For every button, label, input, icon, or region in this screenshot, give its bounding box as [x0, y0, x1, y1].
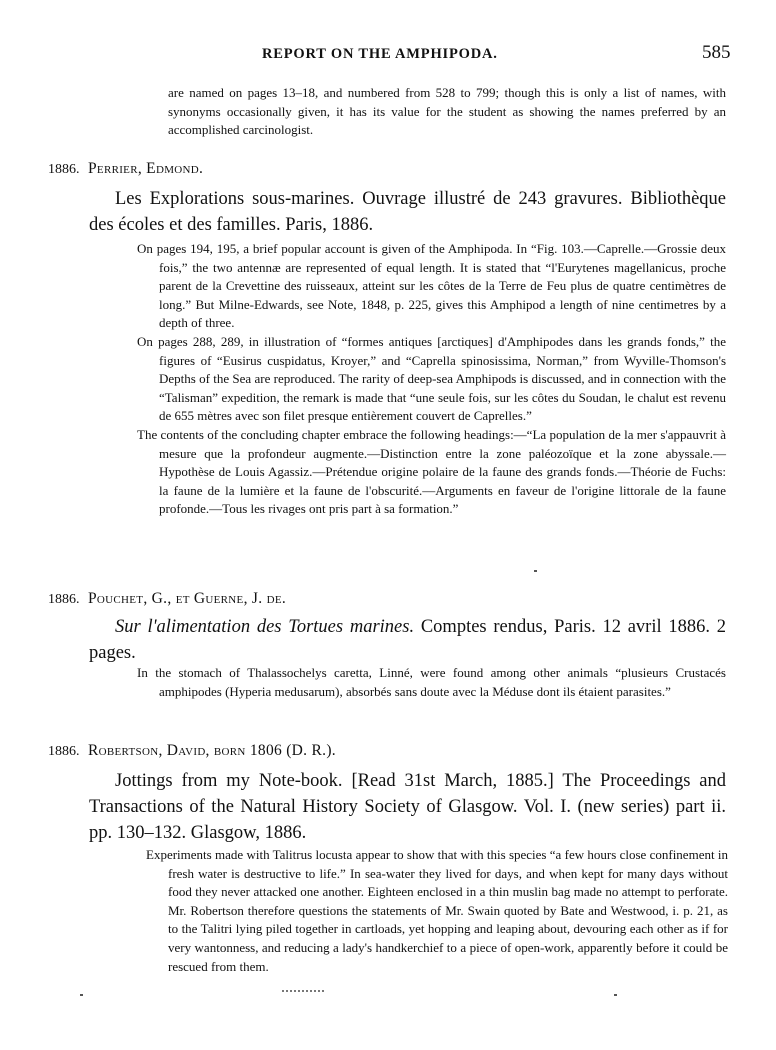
entry-title-text: Jottings from my Note-book. [Read 31st March, 1885.] The Proceedings and Transactions of the Natural History Society of Glasgow. Vol. I. (new series) part ii. pp. 130–132. Glasgow, 1886. — [89, 771, 726, 843]
print-speck — [614, 994, 617, 996]
entry-heading-perrier — [48, 160, 203, 178]
intro-paragraph — [168, 84, 726, 140]
entry-author: Perrier, Edmond. — [88, 160, 204, 177]
page-number: 585 — [702, 42, 731, 63]
entry-notes-robertson — [146, 846, 728, 976]
note-paragraph: On pages 194, 195, a brief popular account is given of the Amphipoda. In “Fig. 103.—Caprelle.—Grossie deux fois,” the two antennæ are represented of equal length. It is stated that “l'Eurytenes magellanicus, proche parent de la Crevettine des ruisseaux, atteint sur les côtes de la Terre de Feu plus de quatre centimètres de long.” But Milne-Edwards, see Note, 1848, p. 225, gives this Amphipod a length of nine centimetres by a depth of three. — [137, 241, 726, 331]
print-speck — [80, 994, 83, 996]
running-title: REPORT ON THE AMPHIPODA. — [262, 46, 498, 62]
note-paragraph: In the stomach of Thalassochelys caretta, Linné, were found among other animals “plusieurs Crustacés amphipodes (Hyperia medusarum), absorbés sans doute avec la Méduse dont ils étaient parasites.” — [137, 665, 726, 699]
entry-author: Pouchet, G., et Guerne, J. de. — [88, 590, 287, 607]
entry-title-italic: Sur l'alimentation des Tortues marines. — [115, 617, 415, 637]
entry-author: Robertson, David, born 1806 (D. R.). — [88, 742, 336, 759]
entry-title-text: Les Explorations sous-marines. Ouvrage illustré de 243 gravures. Bibliothèque des écoles et des familles. Paris, 1886. — [89, 189, 726, 235]
running-head — [0, 42, 776, 68]
entry-heading-robertson — [48, 742, 336, 760]
entry-title-robertson — [89, 768, 726, 846]
note-paragraph: On pages 288, 289, in illustration of “formes antiques [arctiques] d'Amphipodes dans les grands fonds,” the figures of “Eusirus cuspidatus, Kroyer,” and “Caprella spinosissima, Norman,” from Wyville-Thomson's Depths of the Sea are reproduced. The rarity of deep-sea Amphipods is discussed, and in connection with the “Talisman” expedition, the remark is made that “une seule fois, sur les côtes du Soudan, le chalut est revenu de 655 mètres avec son filet presque entièrement couvert de Caprelles.” — [137, 333, 726, 424]
note-paragraph: Experiments made with Talitrus locusta appear to show that with this species “a few hours close confinement in fresh water is destructive to life.” In sea-water they lived for days, and when kept for many days without food they never attacked one another. Eighteen enclosed in a thin muslin bag made no attempt to perforate. Mr. Robertson therefore questions the statements of Mr. Swain quoted by Bate and Westwood, i. p. 21, as to the Talitri lying piled together in cartloads, yet hopping and leaping about, devouring each other as if for very wantonness, and reducing a lady's handkerchief to a piece of open-work, apparently before it could be rescued from them. — [146, 847, 728, 974]
entry-heading-pouchet — [48, 590, 286, 608]
print-speck — [534, 570, 537, 572]
note-paragraph: The contents of the concluding chapter embrace the following headings:—“La population de la mer s'appauvrit à mesure que la profondeur augmente.—Distinction entre la zone paléozoïque et la zone abyssale.—Hypothèse de Louis Agassiz.—Prétendue origine polaire de la faune des grands fonds.—Théorie de Fuchs: la faune de la lumière et la faune de l'obscurité.—Arguments en faveur de l'origine littorale de la faune profonde.—Tous les rivages ont pris part à sa formation.” — [137, 426, 726, 517]
entry-title-pouchet — [89, 614, 726, 666]
entry-year: 1886. — [48, 162, 80, 177]
entry-year: 1886. — [48, 744, 80, 759]
intro-text: are named on pages 13–18, and numbered from 528 to 799; though this is only a list of names, with synonyms occasionally given, it has its value for the student as showing the names preferred by an accomplished carcinologist. — [168, 85, 726, 138]
entry-title-perrier — [89, 186, 726, 238]
entry-notes-pouchet — [137, 664, 726, 701]
entry-year: 1886. — [48, 592, 80, 607]
cut-off-text-fragment — [282, 990, 324, 994]
entry-notes-perrier — [137, 240, 726, 519]
entry-title-rest: Comptes rendus, Paris. 12 avril 1886. 2 pages. — [89, 617, 726, 663]
